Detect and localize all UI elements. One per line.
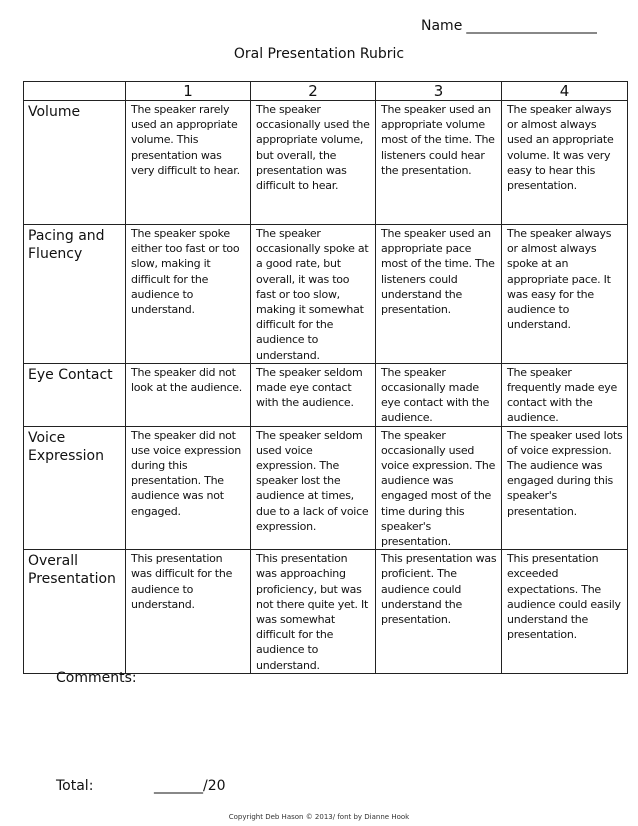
descriptor-cell: The speaker frequently made eye contact with the audience. [502, 363, 628, 426]
criterion-label: Volume [24, 101, 126, 225]
rubric-header-row [24, 82, 628, 101]
page-title: Oral Presentation Rubric [233, 46, 405, 62]
criterion-label: Overall Presentation [24, 550, 126, 674]
rubric-row-overall [24, 550, 628, 674]
criterion-label: Eye Contact [24, 363, 126, 426]
descriptor-cell: The speaker seldom used voice expression. The speaker lost the audience at times, due to a lack of voice expression. [251, 426, 376, 550]
score-header-2: 2 [251, 82, 376, 101]
name-blank-line[interactable]: ____________________ [466, 18, 597, 34]
descriptor-cell: The speaker used an appropriate volume most of the time. The listeners could hear the presentation. [376, 101, 502, 225]
descriptor-cell: The speaker occasionally used the appropriate volume, but overall, the presentation was difficult to hear. [251, 101, 376, 225]
descriptor-cell: The speaker occasionally spoke at a good rate, but overall, it was too fast or too slow, making it somewhat difficult for the audience to understand. [251, 225, 376, 364]
descriptor-cell: The speaker always or almost always spoke at an appropriate pace. It was easy for the audience to understand. [502, 225, 628, 364]
descriptor-cell: The speaker occasionally made eye contact with the audience. [376, 363, 502, 426]
comments-label: Comments: [56, 670, 137, 686]
descriptor-cell: The speaker occasionally used voice expression. The audience was engaged most of the time during this speaker's presentation. [376, 426, 502, 550]
descriptor-cell: The speaker always or almost always used an appropriate volume. It was very easy to hear this presentation. [502, 101, 628, 225]
rubric-row-pacing [24, 225, 628, 364]
rubric-row-voice-expression [24, 426, 628, 550]
criterion-label: Voice Expression [24, 426, 126, 550]
copyright-footer: Copyright Deb Hason © 2013/ font by Dianne Hook [228, 813, 410, 821]
criterion-label: Pacing and Fluency [24, 225, 126, 364]
total-label: Total: [56, 778, 94, 794]
total-score-field[interactable]: _______/20 [154, 778, 226, 794]
descriptor-cell: This presentation exceeded expectations. The audience could easily understand the presentation. [502, 550, 628, 674]
name-label: Name [421, 18, 463, 34]
descriptor-cell: The speaker used lots of voice expression. The audience was engaged during this speaker's presentation. [502, 426, 628, 550]
score-header-3: 3 [376, 82, 502, 101]
rubric-row-volume [24, 101, 628, 225]
descriptor-cell: The speaker rarely used an appropriate volume. This presentation was very difficult to hear. [126, 101, 251, 225]
descriptor-cell: This presentation was proficient. The audience could understand the presentation. [376, 550, 502, 674]
rubric-row-eye-contact [24, 363, 628, 426]
descriptor-cell: The speaker did not use voice expression during this presentation. The audience was not engaged. [126, 426, 251, 550]
score-header-1: 1 [126, 82, 251, 101]
descriptor-cell: The speaker spoke either too fast or too slow, making it difficult for the audience to understand. [126, 225, 251, 364]
descriptor-cell: This presentation was approaching proficiency, but was not there quite yet. It was somewhat difficult for the audience to understand. [251, 550, 376, 674]
name-field [421, 18, 636, 34]
score-header-4: 4 [502, 82, 628, 101]
descriptor-cell: The speaker used an appropriate pace most of the time. The listeners could understand the presentation. [376, 225, 502, 364]
descriptor-cell: This presentation was difficult for the audience to understand. [126, 550, 251, 674]
descriptor-cell: The speaker seldom made eye contact with the audience. [251, 363, 376, 426]
rubric-table [23, 81, 628, 674]
rubric-corner-cell [24, 82, 126, 101]
descriptor-cell: The speaker did not look at the audience. [126, 363, 251, 426]
